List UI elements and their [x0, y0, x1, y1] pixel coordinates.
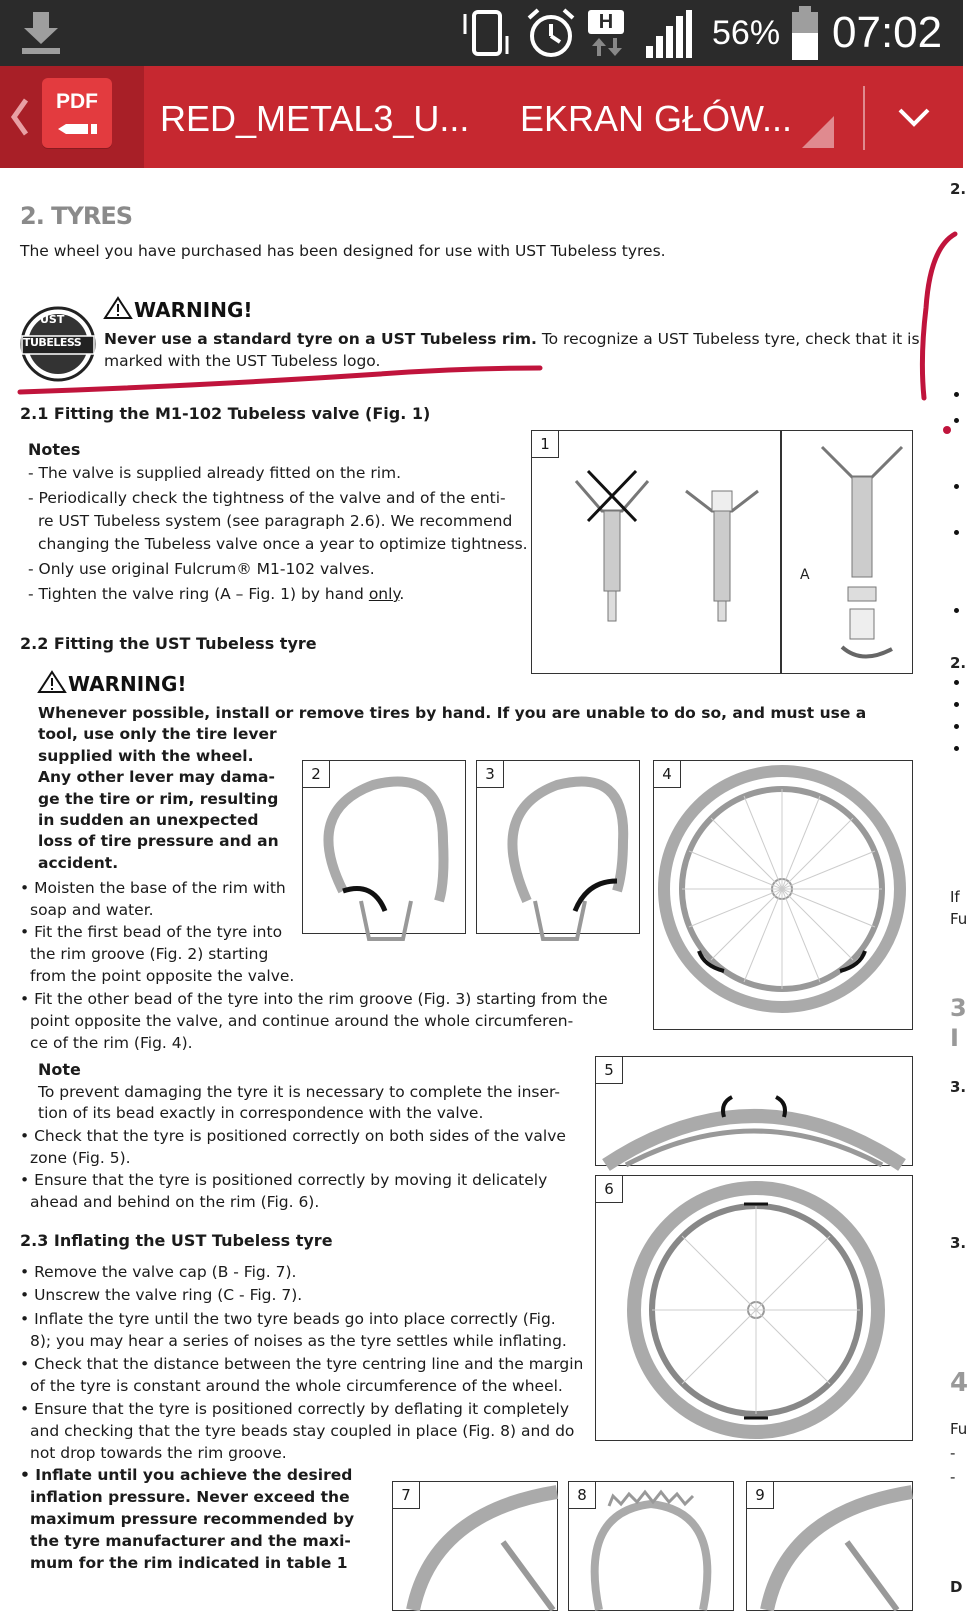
tyre-bead-illustration — [313, 771, 463, 931]
pdf-badge-label: PDF — [56, 90, 98, 113]
right-bullet — [954, 530, 959, 535]
tyre-bead-illustration — [487, 771, 637, 931]
right-fragment: 3 — [950, 994, 967, 1022]
right-fragment: 3. — [950, 1234, 967, 1252]
subsection-2-1-title: 2.1 Fitting the M1-102 Tubeless valve (Fig. 1) — [20, 404, 431, 423]
intro-text: The wheel you have purchased has been designed for use with UST Tubeless tyres. — [20, 242, 666, 260]
divider — [863, 86, 865, 150]
right-bullet — [954, 608, 959, 613]
section-title: 2. TYRES — [20, 202, 133, 230]
warning-text-a: To recognize a UST Tubeless tyre, check that it is — [536, 330, 920, 348]
note-period: . — [399, 585, 405, 603]
ust-logo-bottom: TUBELESS — [23, 336, 82, 349]
warning-line: ge the tire or rim, resulting — [38, 790, 279, 808]
figure-2 — [302, 760, 466, 934]
note-title: Note — [38, 1060, 81, 1079]
figure-number: 3 — [477, 761, 504, 788]
bullet-line: ce of the rim (Fig. 4). — [30, 1034, 193, 1052]
warning-line: Whenever possible, install or remove tires by hand. If you are unable to do so, and must use a — [38, 704, 867, 722]
bold-bullet-line: the tyre manufacturer and the maxi- — [30, 1532, 351, 1550]
figure-3 — [476, 760, 640, 934]
note-line: tion of its bead exactly in correspondence with the valve. — [38, 1104, 484, 1122]
valve-correct-illustration — [682, 481, 762, 631]
note-line: - Only use original Fulcrum® M1-102 valves. — [28, 560, 375, 578]
right-fragment: Fu — [950, 910, 968, 928]
right-fragment: D — [950, 1578, 963, 1596]
right-fragment: - — [950, 1444, 956, 1462]
bullet-line: zone (Fig. 5). — [30, 1149, 131, 1167]
pen-icon — [58, 122, 98, 136]
ust-logo-top: UST — [40, 313, 65, 326]
valve-ring-illustration — [812, 437, 912, 667]
back-chevron-icon[interactable] — [8, 96, 32, 138]
bullet-line: • Unscrew the valve ring (C - Fig. 7). — [20, 1286, 303, 1304]
vibrate-icon — [462, 8, 514, 58]
bullet-line: • Fit the other bead of the tyre into the rim groove (Fig. 3) starting from the — [20, 990, 608, 1008]
note-line — [28, 583, 404, 605]
warning-icon — [38, 670, 66, 694]
warning-title: WARNING! — [68, 672, 187, 696]
bullet-line: • Moisten the base of the rim with — [20, 879, 286, 897]
bold-bullet-line: maximum pressure recommended by — [30, 1510, 355, 1528]
warning-line: Any other lever may dama- — [38, 768, 275, 786]
right-fragment: I — [950, 1024, 959, 1052]
warning-line: tool, use only the tire lever — [38, 725, 277, 743]
right-bullet — [954, 746, 959, 751]
bullet-line: • Check that the distance between the tyre centring line and the margin — [20, 1355, 584, 1373]
bullet-line: the rim groove (Fig. 2) starting — [30, 945, 269, 963]
tyre-section-illustration — [569, 1482, 733, 1610]
back-area[interactable] — [0, 66, 144, 168]
bullet-line: ahead and behind on the rim (Fig. 6). — [30, 1193, 320, 1211]
figure-5 — [595, 1056, 913, 1166]
download-icon — [20, 10, 62, 56]
bullet-line: from the point opposite the valve. — [30, 967, 295, 985]
wheel-illustration — [654, 761, 912, 1029]
bullet-line: point opposite the valve, and continue around the whole circumferen- — [30, 1012, 574, 1030]
bullet-line: • Fit the first bead of the tyre into — [20, 923, 283, 941]
right-fragment: - — [950, 1468, 956, 1486]
bullet-line: • Ensure that the tyre is positioned correctly by moving it delicately — [20, 1171, 548, 1189]
right-bullet — [954, 724, 959, 729]
right-bullet — [954, 484, 959, 489]
figure-6 — [595, 1175, 913, 1441]
bullet-line: and checking that the tyre beads stay coupled in place (Fig. 8) and do — [30, 1422, 575, 1440]
bullet-line: • Remove the valve cap (B - Fig. 7). — [20, 1263, 297, 1281]
warning-line: supplied with the wheel. — [38, 747, 254, 765]
figure-8 — [568, 1481, 734, 1611]
bullet-line: of the tyre is constant around the whole circumference of the wheel. — [30, 1377, 563, 1395]
dropdown-chevron-icon[interactable] — [896, 104, 932, 130]
tab-document-2[interactable]: EKRAN GŁÓW... — [520, 98, 793, 139]
warning-line: loss of tire pressure and an — [38, 832, 279, 850]
wheel-illustration — [596, 1176, 912, 1440]
figure-number: 9 — [747, 1482, 774, 1509]
network-type-label: H — [598, 11, 614, 33]
figure-number: 7 — [393, 1482, 420, 1509]
figure-number: 8 — [569, 1482, 596, 1509]
alarm-icon — [524, 6, 578, 60]
network-type-icon — [588, 10, 624, 34]
right-bullet — [954, 680, 959, 685]
bullet-line: not drop towards the rim groove. — [30, 1444, 287, 1462]
figure-number: 1 — [532, 431, 559, 458]
right-fragment: If — [950, 888, 960, 906]
bullet-line: 8); you may hear a series of noises as the tyre settles while inflating. — [30, 1332, 567, 1350]
subsection-2-3-title: 2.3 Inflating the UST Tubeless tyre — [20, 1231, 333, 1250]
tab-document-1[interactable]: RED_METAL3_U... — [160, 98, 470, 139]
right-bullet — [954, 702, 959, 707]
notes-title: Notes — [28, 440, 81, 459]
note-line: - Periodically check the tightness of the valve and of the enti- — [28, 489, 506, 507]
right-fragment: Fu — [950, 1420, 968, 1438]
figure-number: 2 — [303, 761, 330, 788]
bullet-line: soap and water. — [30, 901, 154, 919]
note-text: - Tighten the valve ring (A – Fig. 1) by hand — [28, 585, 369, 603]
figure-4 — [653, 760, 913, 1030]
tyre-valve-illustration — [747, 1482, 912, 1610]
clock: 07:02 — [832, 8, 943, 57]
tab-corner-icon — [800, 116, 836, 150]
warning-bold-text: Never use a standard tyre on a UST Tubeless rim. — [104, 330, 537, 348]
warning-text-line2: marked with the UST Tubeless logo. — [104, 352, 381, 370]
signal-icon — [646, 10, 692, 58]
warning-title: WARNING! — [134, 298, 253, 322]
right-fragment: 2. — [950, 180, 967, 198]
figure-number: 4 — [654, 761, 681, 788]
note-line: - The valve is supplied already fitted on the rim. — [28, 464, 402, 482]
data-arrows-icon — [590, 36, 624, 58]
note-line: re UST Tubeless system (see paragraph 2.6). We recommend — [38, 512, 513, 530]
right-fragment: 3. — [950, 1078, 967, 1096]
warning-line: accident. — [38, 854, 119, 872]
bold-bullet-line: mum for the rim indicated in table 1 — [30, 1554, 348, 1572]
subsection-2-2-title: 2.2 Fitting the UST Tubeless tyre — [20, 634, 317, 653]
note-line: To prevent damaging the tyre it is necessary to complete the inser- — [38, 1083, 561, 1101]
status-bar — [0, 0, 963, 66]
bullet-line: • Ensure that the tyre is positioned correctly by deflating it completely — [20, 1400, 570, 1418]
figure-number: 6 — [596, 1176, 623, 1203]
tyre-valve-illustration — [393, 1482, 557, 1610]
bold-bullet-line: • Inflate until you achieve the desired — [20, 1466, 353, 1484]
figure-7 — [392, 1481, 558, 1611]
app-bar — [0, 66, 963, 168]
note-line: changing the Tubeless valve once a year to optimize tightness. — [38, 535, 528, 553]
valve-wrong-illustration — [572, 471, 652, 631]
figure-number: 5 — [596, 1057, 623, 1084]
bullet-line: • Check that the tyre is positioned correctly on both sides of the valve — [20, 1127, 566, 1145]
battery-icon — [790, 6, 820, 60]
figure-9 — [746, 1481, 913, 1611]
bold-bullet-line: inflation pressure. Never exceed the — [30, 1488, 350, 1506]
battery-percent: 56% — [712, 14, 781, 52]
warning-line: in sudden an unexpected — [38, 811, 259, 829]
red-ink-annotation — [0, 168, 963, 468]
right-fragment: 2. — [950, 654, 967, 672]
right-fragment: 4 — [950, 1368, 968, 1398]
pdf-file-icon — [42, 78, 112, 148]
bullet-line: • Inflate the tyre until the two tyre beads go into place correctly (Fig. — [20, 1310, 556, 1328]
pdf-page[interactable] — [0, 168, 968, 1600]
figure-1-label-a: A — [800, 567, 810, 583]
note-underlined: only — [368, 585, 400, 603]
valve-zone-illustration — [596, 1057, 912, 1165]
